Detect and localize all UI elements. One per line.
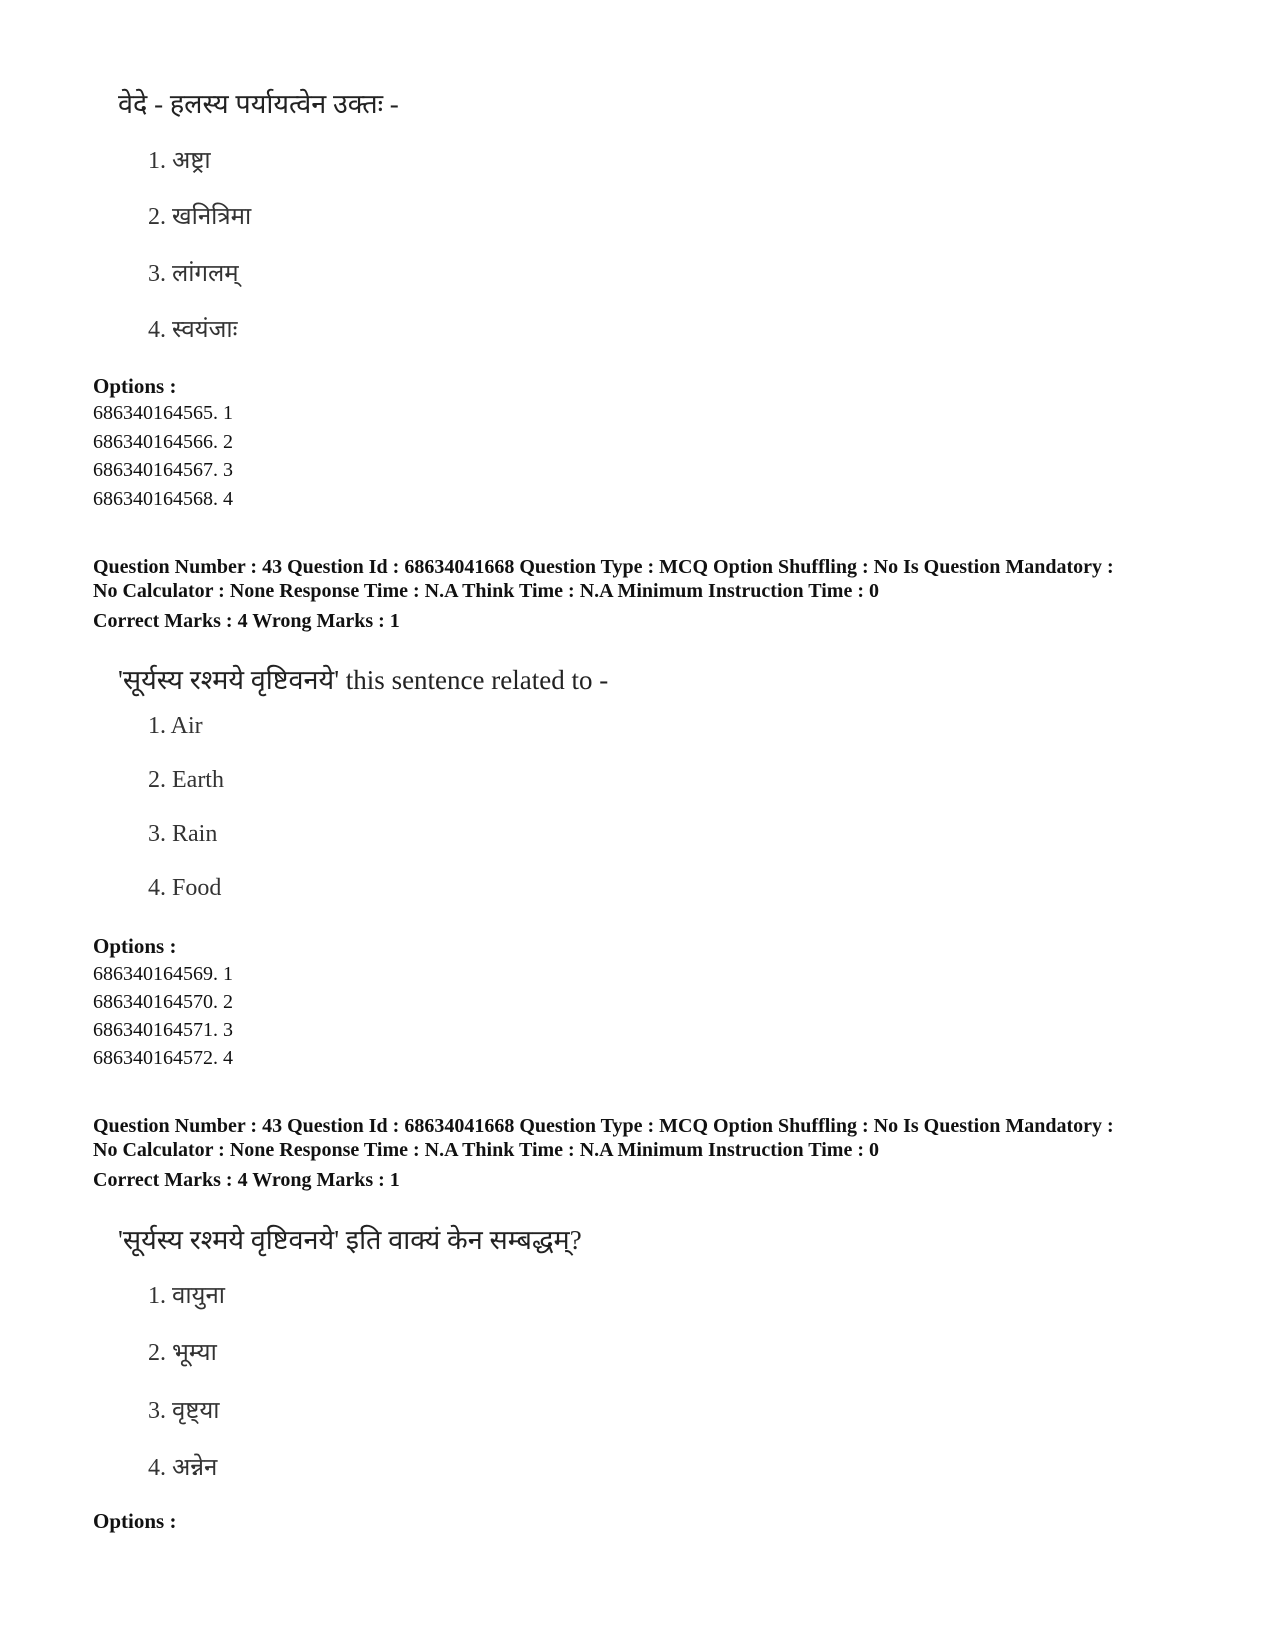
question-stem: वेदे - हलस्य पर्यायत्वेन उक्तः - — [118, 89, 399, 119]
marks-line: Correct Marks : 4 Wrong Marks : 1 — [93, 1169, 400, 1191]
answer-choice: 3. लांगलम् — [148, 261, 239, 287]
question-meta-line: Question Number : 43 Question Id : 68634041668 Question Type : MCQ Option Shuffling : No Is Question Mandatory : — [93, 1115, 1114, 1137]
answer-choice: 4. अन्नेन — [148, 1455, 218, 1481]
answer-choice: 3. Rain — [148, 821, 218, 847]
answer-choice: 4. Food — [148, 875, 222, 901]
question-meta — [93, 1114, 1193, 1162]
answer-choice: 1. अष्ट्रा — [148, 148, 211, 174]
options-label: Options : — [93, 374, 177, 398]
marks-line: Correct Marks : 4 Wrong Marks : 1 — [93, 610, 400, 632]
option-id: 686340164566. 2 — [93, 431, 233, 453]
options-label: Options : — [93, 934, 177, 958]
answer-choice: 1. Air — [148, 713, 203, 739]
answer-choice: 4. स्वयंजाः — [148, 317, 238, 343]
question-stem: 'सूर्यस्य रश्मये वृष्टिवनये' this sentence related to - — [118, 665, 609, 695]
question-meta-line: Question Number : 43 Question Id : 68634041668 Question Type : MCQ Option Shuffling : No Is Question Mandatory : — [93, 556, 1114, 578]
answer-choice: 3. वृष्ट्या — [148, 1398, 220, 1424]
option-id: 686340164571. 3 — [93, 1019, 233, 1041]
option-id: 686340164569. 1 — [93, 963, 233, 985]
answer-choice: 2. Earth — [148, 767, 224, 793]
answer-choice: 2. भूम्या — [148, 1340, 217, 1366]
option-id: 686340164572. 4 — [93, 1047, 233, 1069]
question-stem: 'सूर्यस्य रश्मये वृष्टिवनये' इति वाक्यं केन सम्बद्धम्? — [118, 1225, 582, 1255]
option-id: 686340164565. 1 — [93, 402, 233, 424]
answer-choice: 2. खनित्रिमा — [148, 204, 252, 230]
question-meta-line: No Calculator : None Response Time : N.A Think Time : N.A Minimum Instruction Time : 0 — [93, 1139, 879, 1161]
question-meta — [93, 555, 1193, 603]
option-id: 686340164570. 2 — [93, 991, 233, 1013]
options-label: Options : — [93, 1509, 177, 1533]
option-id: 686340164567. 3 — [93, 459, 233, 481]
question-meta-line: No Calculator : None Response Time : N.A Think Time : N.A Minimum Instruction Time : 0 — [93, 580, 879, 602]
answer-choice: 1. वायुना — [148, 1283, 226, 1309]
option-id: 686340164568. 4 — [93, 488, 233, 510]
